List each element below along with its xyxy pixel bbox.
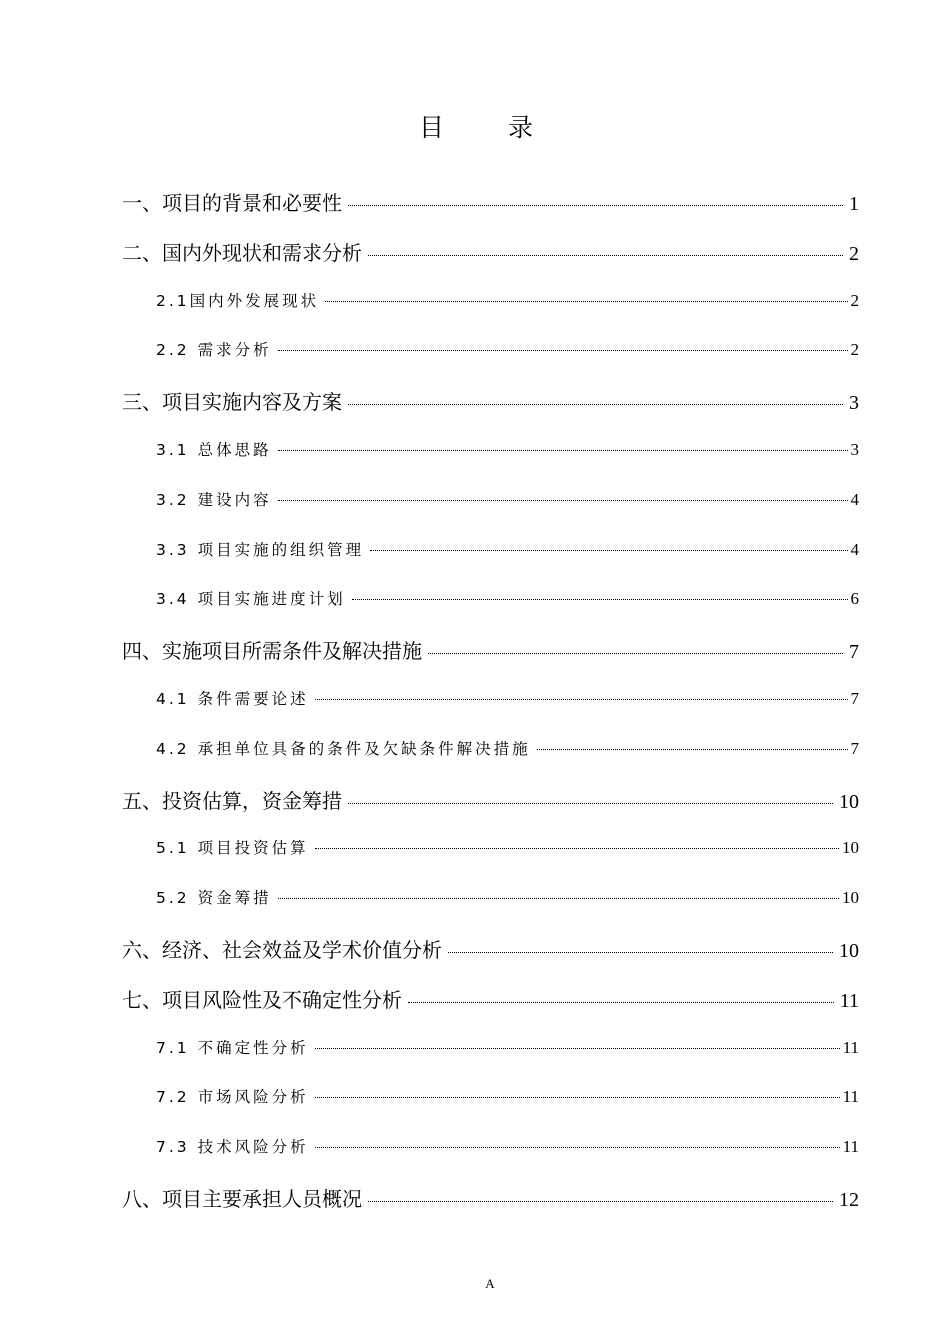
toc-entry-label: 二、国内外现状和需求分析 [122,240,362,265]
toc-entry-5-1[interactable] [0,822,950,872]
toc-entry-label: 2.1国内外发展现状 [156,291,320,310]
toc-entry-label: 4.2 承担单位具备的条件及欠缺条件解决措施 [156,739,531,758]
dot-leader [348,803,833,804]
dot-leader [315,1147,840,1148]
dot-leader [368,255,843,256]
toc-entry-3[interactable] [0,374,950,424]
toc-entry-label: 7.1 不确定性分析 [156,1038,309,1057]
toc-entry-2-2[interactable] [0,324,950,374]
table-of-contents [0,175,950,1221]
toc-entry-6[interactable] [0,922,950,972]
dot-leader [368,1201,833,1202]
toc-entry-page: 10 [842,888,859,908]
toc-entry-label: 7.2 市场风险分析 [156,1088,309,1107]
toc-entry-page: 10 [839,939,859,962]
dot-leader [348,205,843,206]
toc-entry-5[interactable] [0,773,950,823]
toc-entry-3-2[interactable] [0,474,950,524]
toc-entry-7-2[interactable] [0,1071,950,1121]
toc-entry-page: 7 [850,738,859,758]
toc-entry-label: 五、投资估算，资金筹措 [122,788,342,813]
dot-leader [537,749,848,750]
toc-entry-2-1[interactable] [0,275,950,325]
toc-entry-3-3[interactable] [0,524,950,574]
dot-leader [278,500,848,501]
dot-leader [315,699,848,700]
toc-entry-1[interactable] [0,175,950,225]
toc-entry-page: 11 [839,989,859,1012]
toc-entry-page: 3 [849,392,859,415]
toc-entry-label: 2.2 需求分析 [156,341,272,360]
toc-entry-label: 一、项目的背景和必要性 [122,191,342,215]
toc-entry-label: 四、实施项目所需条件及解决措施 [122,639,422,664]
toc-entry-page: 12 [839,1188,859,1211]
dot-leader [428,653,843,654]
toc-entry-page: 4 [850,539,859,559]
dot-leader [315,1097,840,1098]
toc-entry-label: 六、经济、社会效益及学术价值分析 [122,937,442,962]
toc-entry-page: 10 [839,790,859,813]
toc-entry-label: 八、项目主要承担人员概况 [122,1186,362,1211]
toc-entry-page: 2 [849,242,859,265]
toc-entry-5-2[interactable] [0,872,950,922]
toc-entry-page: 2 [850,340,859,360]
toc-entry-label: 七、项目风险性及不确定性分析 [122,987,402,1012]
toc-entry-label: 5.2 资金筹措 [156,889,272,908]
toc-entry-8[interactable] [0,1171,950,1221]
dot-leader [352,599,848,600]
page-footer-label: A [485,1276,495,1291]
toc-entry-page: 2 [850,290,859,310]
toc-entry-label: 3.3 项目实施的组织管理 [156,540,365,559]
dot-leader [315,1048,840,1049]
toc-entry-label: 3.2 建设内容 [156,490,272,509]
toc-entry-4-1[interactable] [0,673,950,723]
toc-entry-label: 3.1 总体思路 [156,440,272,459]
toc-entry-4[interactable] [0,623,950,673]
toc-entry-page: 1 [849,193,859,215]
toc-entry-7-3[interactable] [0,1121,950,1171]
toc-entry-7-1[interactable] [0,1022,950,1072]
toc-entry-page: 3 [850,439,859,459]
dot-leader [448,952,833,953]
dot-leader [325,301,847,302]
toc-entry-page: 11 [842,1137,859,1157]
dot-leader [408,1002,834,1003]
toc-entry-label: 5.1 项目投资估算 [156,839,309,858]
dot-leader [278,898,839,899]
page-title: 目 录 [419,113,561,142]
toc-entry-2[interactable] [0,225,950,275]
dot-leader [348,404,843,405]
toc-entry-page: 6 [850,589,859,609]
toc-entry-3-1[interactable] [0,424,950,474]
toc-entry-page: 4 [850,489,859,509]
toc-entry-page: 7 [849,641,859,664]
toc-entry-label: 3.4 项目实施进度计划 [156,590,346,609]
toc-entry-page: 11 [842,1087,859,1107]
toc-entry-page: 11 [842,1037,859,1057]
toc-entry-label: 三、项目实施内容及方案 [122,390,342,415]
toc-entry-7[interactable] [0,972,950,1022]
toc-entry-4-2[interactable] [0,723,950,773]
dot-leader [278,350,848,351]
toc-entry-3-4[interactable] [0,573,950,623]
toc-entry-label: 4.1 条件需要论述 [156,689,309,708]
dot-leader [278,450,848,451]
dot-leader [315,848,839,849]
toc-entry-label: 7.3 技术风险分析 [156,1138,309,1157]
toc-entry-page: 10 [842,838,859,858]
dot-leader [370,550,847,551]
toc-entry-page: 7 [850,688,859,708]
